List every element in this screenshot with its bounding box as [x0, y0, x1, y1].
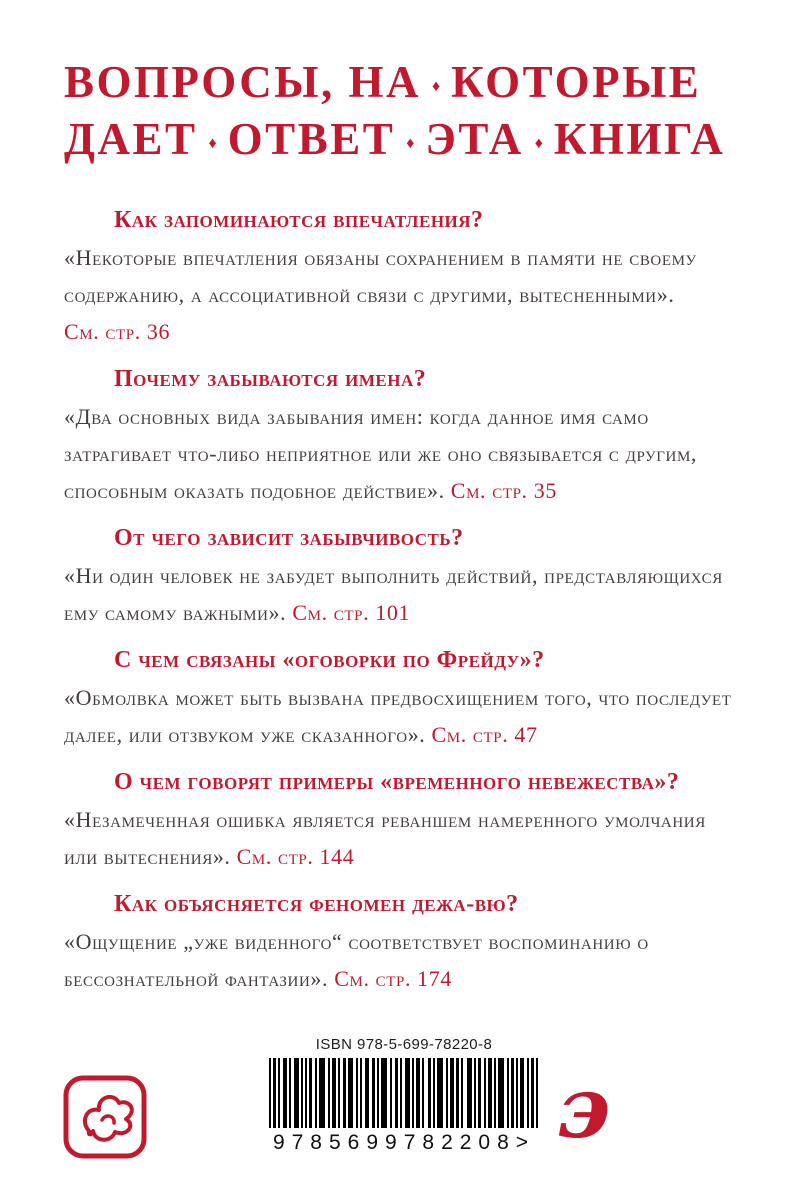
title-line-1	[64, 56, 742, 113]
title-word: ОТВЕТ	[227, 114, 396, 164]
answer	[64, 923, 742, 997]
question: С чем связаны «оговорки по Фрейду»?	[114, 647, 545, 673]
title-word: КНИГА	[553, 114, 726, 164]
title-word: КОТОРЫЕ	[451, 57, 702, 107]
page-reference: См. стр. 174	[334, 966, 452, 991]
page-reference: См. стр. 101	[292, 600, 411, 625]
answer-text: «Обмолвка может быть вызвана предвосхищением того, что последует далее, или отзвуком уже сказанного».	[64, 685, 732, 747]
qa-section	[64, 361, 742, 509]
answer	[64, 557, 742, 631]
qa-section	[64, 202, 742, 350]
page-reference: См. стр. 35	[450, 478, 557, 503]
barcode	[268, 1058, 540, 1128]
diamond-separator-icon: ♦	[534, 135, 543, 152]
answer-text: «Ощущение „уже виденного“ соответствует воспоминанию о бессознательной фантазии».	[64, 929, 649, 991]
qa-section	[64, 886, 742, 997]
answer-text: «Некоторые впечатления обязаны сохранением в памяти не своему содержанию, а ассоциативной связи с другими, вытесненными».	[64, 245, 697, 307]
title-word: ВОПРОСЫ, НА	[64, 57, 421, 107]
answer-text: «Два основных вида забывания имен: когда данное имя само затрагивает что-либо неприятное или же оно связывается с другим, способным оказать подобное действие».	[64, 404, 697, 503]
question: Как запоминаются впечатления?	[114, 207, 484, 233]
barcode-block	[263, 1036, 545, 1155]
answer	[64, 239, 742, 350]
page-reference: См. стр. 47	[431, 722, 538, 747]
barcode-digits: 9785699782208>	[272, 1131, 536, 1154]
title-word: ДАЕТ	[64, 114, 198, 164]
page-reference: См. стр. 36	[64, 319, 171, 344]
eksmo-logo: э	[556, 1058, 611, 1157]
qa-section	[64, 642, 742, 753]
title-line-2	[64, 113, 742, 170]
answer	[64, 801, 742, 875]
page-reference: См. стр. 144	[236, 844, 355, 869]
qa-section	[64, 520, 742, 631]
question: Почему забываются имена?	[114, 366, 427, 392]
qa-list	[64, 202, 742, 997]
publisher-stamp-logo	[62, 1074, 148, 1160]
diamond-separator-icon: ♦	[208, 135, 217, 152]
answer	[64, 679, 742, 753]
answer-text: «Незамеченная ошибка является реваншем намеренного умолчания или вытеснения».	[64, 807, 706, 869]
diamond-separator-icon: ♦	[406, 135, 415, 152]
answer	[64, 398, 742, 509]
answer-text: «Ни один человек не забудет выполнить действий, представляющихся ему самому важными».	[64, 563, 723, 625]
question: От чего зависит забывчивость?	[114, 525, 464, 551]
isbn-text: ISBN 978-5-699-78220-8	[315, 1036, 493, 1053]
title-word: ЭТА	[425, 114, 524, 164]
qa-section	[64, 764, 742, 875]
question: Как объясняется феномен дежа-вю?	[114, 891, 519, 917]
page-title	[64, 56, 742, 170]
diamond-separator-icon: ♦	[431, 78, 441, 95]
question: О чем говорят примеры «временного невежества»?	[114, 769, 680, 795]
stamp-icon	[62, 1074, 148, 1160]
